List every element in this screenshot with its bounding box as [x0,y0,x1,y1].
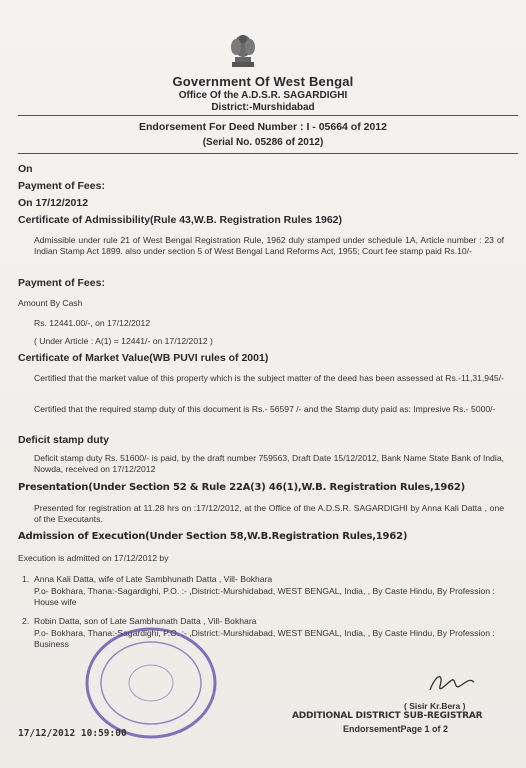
executant-1-name: Anna Kali Datta, wife of Late Sambhunath Datta , Vill- Bokhara [34,574,273,584]
admissibility-text: Admissible under rule 21 of West Bengal Registration Rule, 1962 duly stamped under schedule 1A, Article number : 23 of Indian Stamp Act 1899. also under section 5 of West Bengal Land Reforms Act, 1955; Court fee stamp paid Rs.10/- [34,235,504,257]
under-article: ( Under Article : A(1) = 12441/- on 17/12/2012 ) [34,336,213,346]
district-name: District:-Murshidabad [211,102,315,113]
payment-of-fees-heading: Payment of Fees: [18,180,105,192]
ashoka-emblem-icon [226,30,260,70]
executant-2-number: 2. [22,616,30,626]
footer-datetime: 17/12/2012 10:59:00 [18,728,127,739]
header-divider-top [18,115,518,116]
signatory-designation: ADDITIONAL DISTRICT SUB-REGISTRAR [292,711,483,721]
admissibility-heading: Certificate of Admissibility(Rule 43,W.B. Registration Rules 1962) [18,214,343,226]
footer-page-number: EndorsementPage 1 of 2 [343,724,449,734]
admission-heading: Admission of Execution(Under Section 58,W.B.Registration Rules,1962) [18,531,408,542]
office-seal-icon [80,622,222,744]
amount-by-cash-label: Amount By Cash [18,298,83,308]
admission-text: Execution is admitted on 17/12/2012 by [18,553,169,563]
on-date-heading: On 17/12/2012 [18,197,89,209]
stamp-duty-text: Certified that the required stamp duty of this document is Rs.- 56597 /- and the Stamp duty paid as: Impresive Rs.- 5000/- [34,404,496,414]
government-title: Government Of West Bengal [172,74,354,89]
executant-1-details: P.o- Bokhara, Thana:-Sagardighi, P.O. :- ,District:-Murshidabad, WEST BENGAL, India, , By Caste Hindu, By Profession : House wife [34,586,495,608]
on-label: On [18,163,33,175]
deficit-stamp-duty-heading: Deficit stamp duty [18,434,110,446]
header-divider-bottom [18,153,518,154]
presentation-text: Presented for registration at 11.28 hrs on :17/12/2012, at the Office of the A.D.S.R. SAGARDIGHI by Anna Kali Datta , one of the Executants. [34,503,504,525]
market-value-text: Certified that the market value of this property which is the subject matter of the deed has been assessed at Rs.-11,31,945/- [34,373,504,383]
executant-2-details: P.o- Bokhara, Thana:-Sagardighi, P.O. :- ,District:-Murshidabad, WEST BENGAL, India, , By Caste Hindu, By Profession : Business [34,628,495,650]
signature-icon [426,668,478,698]
serial-number: (Serial No. 05286 of 2012) [202,137,324,148]
market-value-heading: Certificate of Market Value(WB PUVI rules of 2001) [18,352,269,364]
deficit-stamp-duty-text: Deficit stamp duty Rs. 51600/- is paid, by the draft number 759563, Draft Date 15/12/2012, Bank Name State Bank of India, Nowda, received on 17/12/2012 [34,453,504,475]
payment-of-fees-heading-2: Payment of Fees: [18,277,105,289]
signatory-name: ( Sisir Kr.Bera ) [404,701,466,711]
executant-1-number: 1. [22,574,30,584]
endorsement-title: Endorsement For Deed Number : I - 05664 of 2012 [139,121,387,133]
executant-2-name: Robin Datta, son of Late Sambhunath Datta , Vill- Bokhara [34,616,257,626]
cash-amount: Rs. 12441.00/-, on 17/12/2012 [34,318,151,328]
presentation-heading: Presentation(Under Section 52 & Rule 22A(3) 46(1),W.B. Registration Rules,1962) [18,482,465,493]
office-name: Office Of the A.D.S.R. SAGARDIGHI [178,90,348,101]
